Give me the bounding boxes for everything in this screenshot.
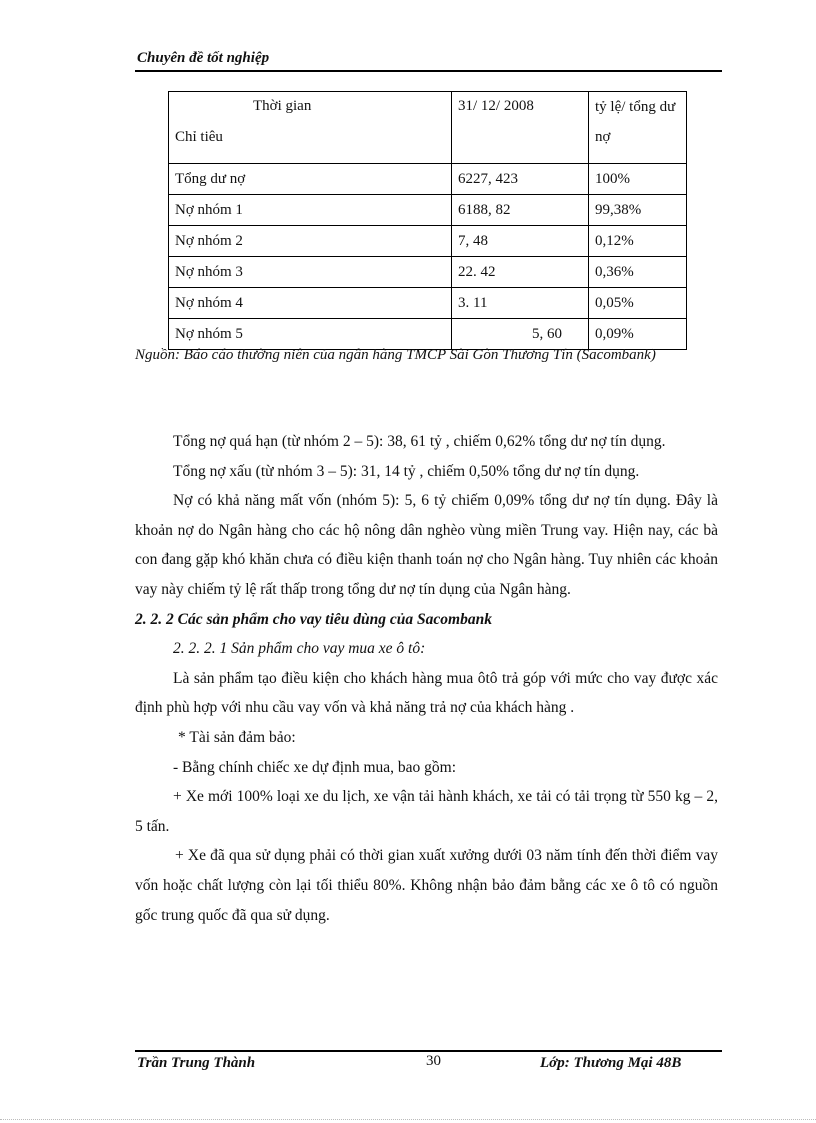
table-row [169, 288, 687, 319]
footer-rule [135, 1050, 722, 1052]
footer-class: Lớp: Thương Mại 48B [540, 1055, 682, 1071]
header-cell-criteria [169, 92, 452, 164]
body-text [135, 427, 718, 930]
paragraph: Tổng nợ quá hạn (từ nhóm 2 – 5): 38, 61 tỷ , chiếm 0,62% tổng dư nợ tín dụng. [173, 433, 666, 450]
row-value: 6227, 423 [452, 164, 589, 195]
header-cell-date: 31/ 12/ 2008 [452, 92, 589, 164]
criteria-label: Chỉ tiêu [175, 129, 223, 145]
time-label: Thời gian [253, 98, 312, 114]
row-value: 7, 48 [452, 226, 589, 257]
paragraph: Nợ có khả năng mất vốn (nhóm 5): 5, 6 tỷ chiếm 0,09% tổng dư nợ tín dụng. Đây là khoản nợ do Ngân hàng cho các hộ nông dân nghèo vùng miền Trung vay. Hiện nay, các bà con đang gặp khó khăn chưa có điều kiện thanh toán nợ cho Ngân hàng. Tuy nhiên các khoản vay này chiếm tỷ lệ rất thấp trong tổng dư nợ tín dụng của Ngân hàng. [135, 492, 718, 598]
row-ratio: 99,38% [589, 195, 687, 226]
paragraph: * Tài sản đảm bảo: [178, 728, 296, 746]
table-row [169, 257, 687, 288]
source-note: Nguồn: Báo cáo thường niên của ngân hàng TMCP Sài Gòn Thương Tín (Sacombank) [135, 347, 656, 363]
row-value: 3. 11 [452, 288, 589, 319]
page-number: 30 [426, 1053, 441, 1069]
row-value: 6188, 82 [452, 195, 589, 226]
row-ratio: 0,36% [589, 257, 687, 288]
row-ratio: 0,05% [589, 288, 687, 319]
header-rule [135, 70, 722, 72]
table-row [169, 226, 687, 257]
page-edge [0, 1119, 816, 1121]
row-value: 5, 60 [452, 319, 589, 350]
row-value: 22. 42 [452, 257, 589, 288]
paragraph: - Bằng chính chiếc xe dự định mua, bao gồm: [173, 758, 457, 776]
paragraph: + Xe mới 100% loại xe du lịch, xe vận tải hành khách, xe tải có tải trọng từ 550 kg – 2, 5 tấn. [135, 788, 718, 835]
row-ratio: 0,12% [589, 226, 687, 257]
row-label: Nợ nhóm 3 [169, 257, 452, 288]
row-label: Tổng dư nợ [169, 164, 452, 195]
paragraph: Tổng nợ xấu (từ nhóm 3 – 5): 31, 14 tỷ , chiếm 0,50% tổng dư nợ tín dụng. [173, 462, 640, 480]
table-header-row [169, 92, 687, 164]
subsection-heading: 2. 2. 2. 1 Sản phẩm cho vay mua xe ô tô: [173, 640, 426, 658]
footer-author: Trần Trung Thành [137, 1055, 256, 1071]
paragraph: + Xe đã qua sử dụng phải có thời gian xuất xưởng dưới 03 năm tính đến thời điểm vay vốn hoặc chất lượng còn lại tối thiểu 80%. Không nhận bảo đảm bằng các xe ô tô có nguồn gốc trung quốc đã qua sử dụng. [135, 847, 718, 924]
row-label: Nợ nhóm 1 [169, 195, 452, 226]
row-label: Nợ nhóm 5 [169, 319, 452, 350]
header-title: Chuyên đề tốt nghiệp [137, 50, 270, 66]
paragraph: Là sản phẩm tạo điều kiện cho khách hàng mua ôtô trả góp với mức cho vay được xác định phù hợp với nhu cầu vay vốn và khả năng trả nợ của khách hàng . [135, 669, 718, 717]
header-cell-ratio: tỷ lệ/ tổng dư nợ [589, 92, 687, 164]
table-row [169, 164, 687, 195]
row-ratio: 0,09% [589, 319, 687, 350]
debt-classification-table [168, 91, 687, 350]
row-ratio: 100% [589, 164, 687, 195]
table-row [169, 195, 687, 226]
row-label: Nợ nhóm 2 [169, 226, 452, 257]
row-label: Nợ nhóm 4 [169, 288, 452, 319]
section-heading: 2. 2. 2 Các sản phẩm cho vay tiêu dùng của Sacombank [135, 610, 492, 628]
